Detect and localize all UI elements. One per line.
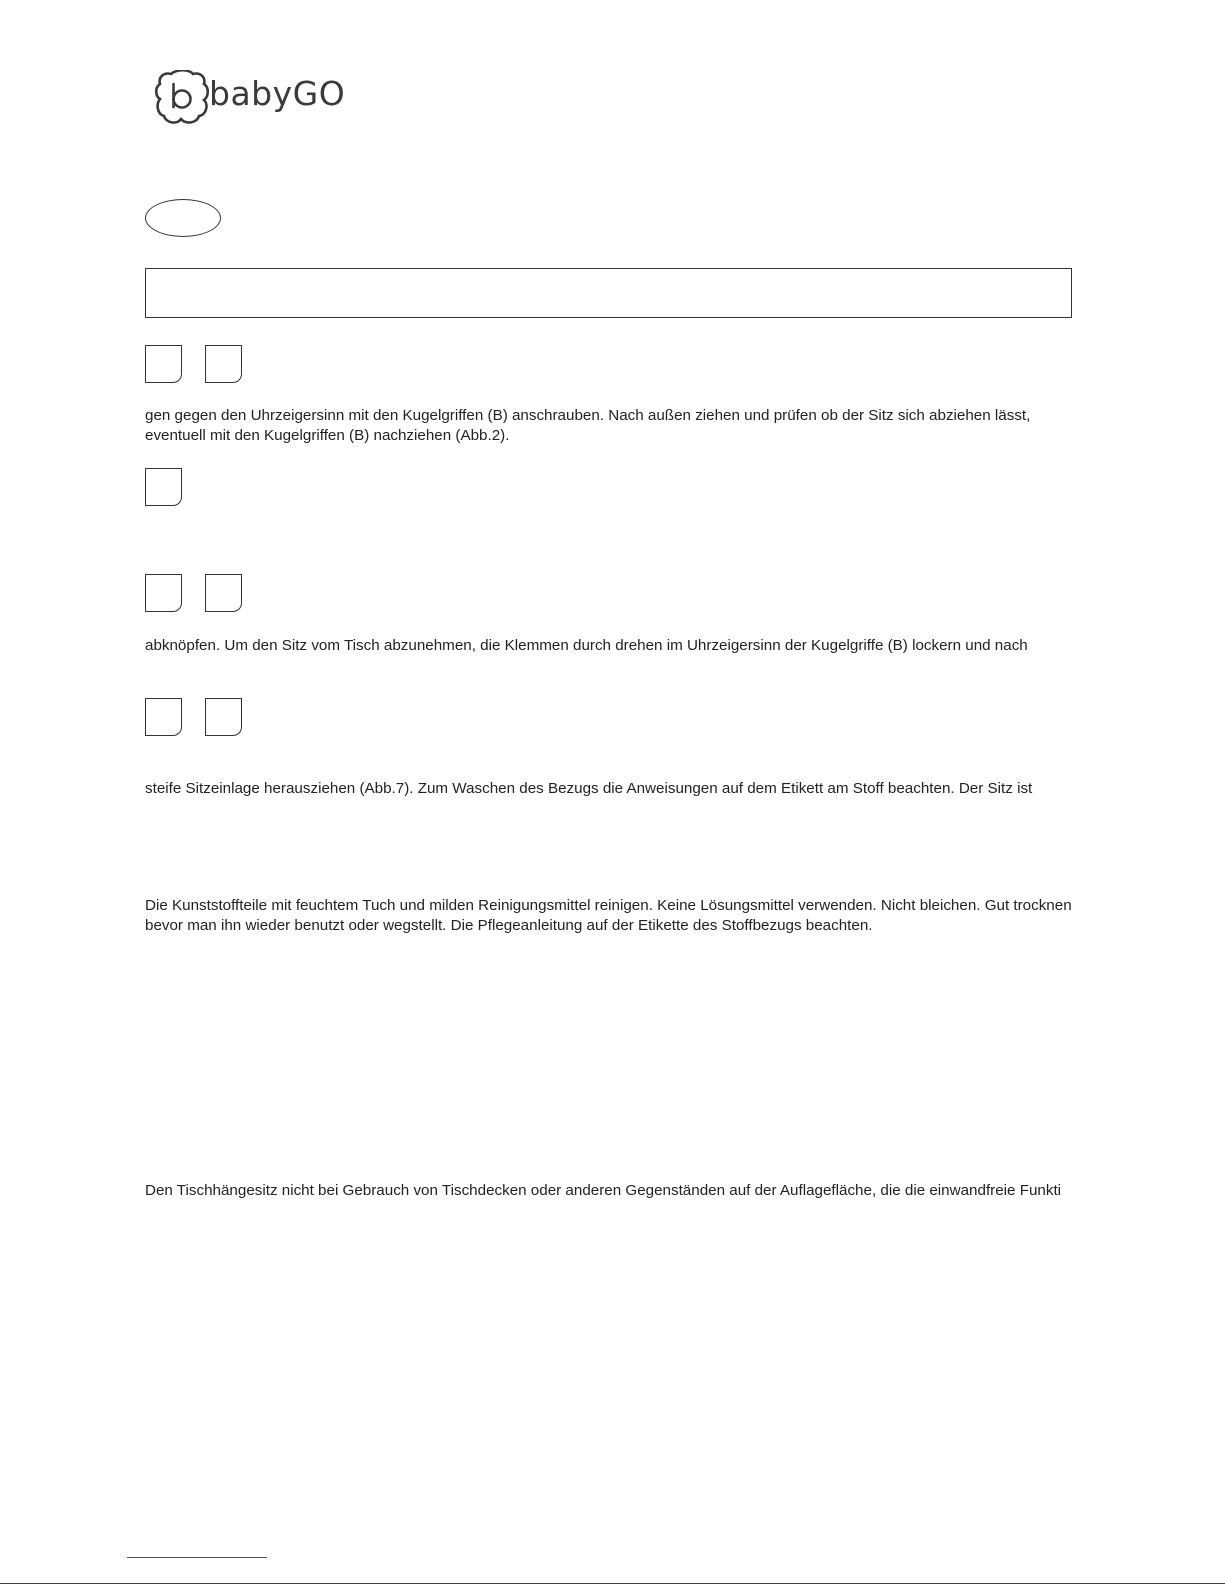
figure-number-box (145, 698, 182, 736)
brand-logo (155, 70, 355, 130)
care-paragraph (145, 896, 1075, 935)
section-title-box (145, 268, 1072, 318)
figure-number-box (145, 345, 182, 383)
text-line: Den Tischhängesitz nicht bei Gebrauch von Tischdecken oder anderen Gegenständen auf der Auflagefläche, die die einwandfreie Funkti (145, 1182, 1062, 1199)
figure-number-box (205, 574, 242, 612)
text-line: gen gegen den Uhrzeigersinn mit den Kugelgriffen (B) anschrauben. Nach außen ziehen und prüfen ob der Sitz sich abziehen lässt, (145, 407, 1031, 424)
figure-number-box (145, 574, 182, 612)
bottom-rule (0, 1583, 1225, 1584)
instruction-paragraph (145, 779, 1075, 799)
language-oval (145, 199, 221, 237)
instruction-paragraph (145, 636, 1075, 656)
babygo-b-logo-icon (155, 70, 209, 126)
text-line: eventuell mit den Kugelgriffen (B) nachziehen (Abb.2). (145, 426, 510, 444)
text-line: bevor man ihn wieder benutzt oder wegstellt. Die Pflegeanleitung auf der Etikette des Stoffbezugs beachten. (145, 916, 873, 934)
footer-link-underline (127, 1557, 267, 1558)
figure-number-box (205, 345, 242, 383)
text-line: abknöpfen. Um den Sitz vom Tisch abzunehmen, die Klemmen durch drehen im Uhrzeigersinn der Kugelgriffe (B) lockern und nach (145, 637, 1028, 654)
brand-wordmark: babyGO (209, 74, 346, 113)
warning-paragraph (145, 1181, 1075, 1201)
text-line: steife Sitzeinlage herausziehen (Abb.7). Zum Waschen des Bezugs die Anweisungen auf dem Etikett am Stoff beachten. Der Sitz ist (145, 780, 1033, 797)
figure-number-box (205, 698, 242, 736)
text-line: Die Kunststoffteile mit feuchtem Tuch und milden Reinigungsmittel reinigen. Keine Lösungsmittel verwenden. Nicht bleichen. Gut trocknen (145, 897, 1072, 914)
figure-number-box (145, 468, 182, 506)
instruction-paragraph (145, 406, 1075, 445)
